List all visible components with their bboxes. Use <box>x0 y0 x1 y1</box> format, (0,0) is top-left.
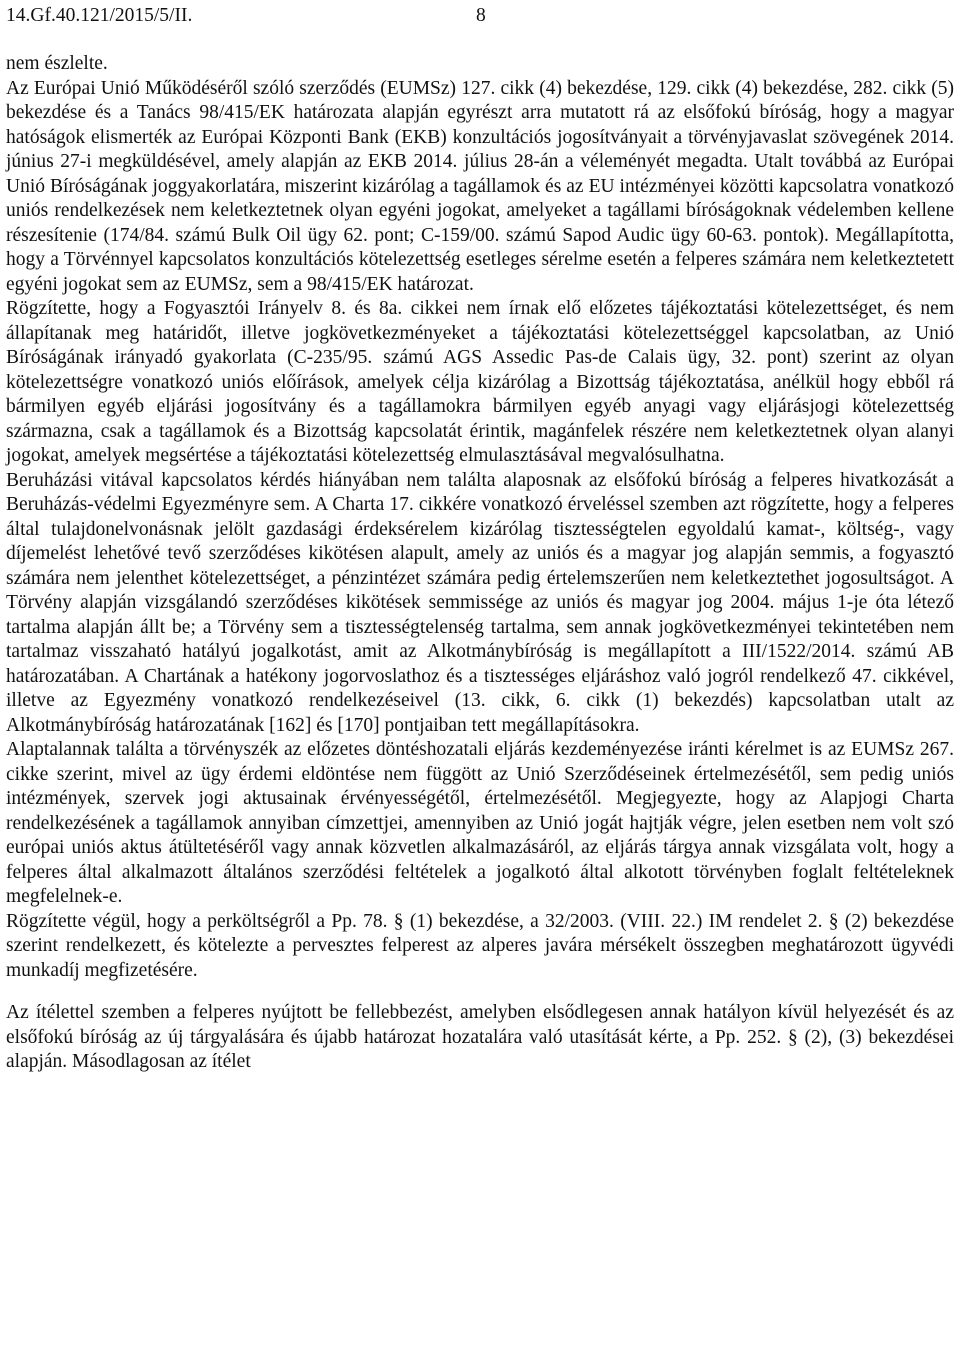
paragraph: Rögzítette, hogy a Fogyasztói Irányelv 8. és 8a. cikkei nem írnak elő előzetes tájékoztatási kötelezettséget, és nem állapítanak meg határidőt, illetve jogkövetkezményeket a tájékoztatási kötelezettséggel kapcsolatban, az Unió Bíróságának irányadó gyakorlata (C-235/95. számú AGS Assedic Pas-de Calais ügy, 32. pont) szerint az olyan kötelezettségre vonatkozó uniós előírások, amelyek célja kizárólag a Bizottság tájékoztatása, anélkül hogy ebből rá bármilyen egyéb eljárási jogosítvány és a tagállamokra bármilyen egyéb anyagi vagy eljárásjogi kötelezettség származna, csak a tagállamok és a Bizottság kapcsolatát érintik, magánfelek részére nem keletkeztetnek olyan alanyi jogokat, amelyek megsértése a tájékoztatási kötelezettség elmulasztásával megvalósulhatna. <box>6 298 954 466</box>
paragraph: Az ítélettel szemben a felperes nyújtott be fellebbezést, amelyben elsődlegesen annak hatályon kívül helyezését és az elsőfokú bíróság az új tárgyalására és újabb határozat hozatalára való utasítását kérte, a Pp. 252. § (2), (3) bekezdései alapján. Másodlagosan az ítélet <box>6 1002 954 1072</box>
paragraph: nem észlelte. <box>6 53 108 74</box>
paragraph: Alaptalannak találta a törvényszék az előzetes döntéshozatali eljárás kezdeményezése iránti kérelmet is az EUMSz 267. cikke szerint, mivel az ügy érdemi eldöntése nem függött az Unió Szerződéseinek értelmezésétől, sem pedig uniós intézmények, szervek jogi aktusainak érvényességétől, értelmezésétől. Megjegyezte, hogy az Alapjogi Charta rendelkezésének a tagállamok annyiban címzettjei, amennyiben az Unió jogát hajtják végre, jelen esetben nem volt szó európai uniós aktus átültetéséről vagy annak közvetlen alkalmazásáról, az eljárás tárgya annak vizsgálata volt, hogy a felperes által alkalmazott általános szerződési feltételek a jogalkotó által alkotott törvényben foglalt feltételeknek megfelelnek-e. <box>6 739 954 907</box>
page-number: 8 <box>476 5 486 26</box>
paragraph: Az Európai Unió Működéséről szóló szerződés (EUMSz) 127. cikk (4) bekezdése, 129. cikk (4) bekezdése, 282. cikk (5) bekezdése és a Tanács 98/415/EK határozata alapján egyrészt arra mutatott rá az elsőfokú bíróság, hogy a magyar hatóságok elismerték az Európai Központi Bank (EKB) konzultációs jogosítványait a törvényjavaslat szövegének 2014. június 27-i megküldésével, amely alapján az EKB 2014. július 28-án a véleményét megadta. Utalt továbbá az Európai Unió Bíróságának joggyakorlatára, miszerint kizárólag a tagállamok és az EU intézményei közötti kapcsolatra vonatkozó uniós rendelkezések nem keletkeztetnek olyan egyéni jogokat, amelyeket a tagállami bíróságoknak védelemben kellene részesítenie (174/84. számú Bulk Oil ügy 62. pont; C-159/00. számú Sapod Audic ügy 60-63. pontok). Megállapította, hogy a Törvénnyel kapcsolatos konzultációs kötelezettség esetleges sérelme esetén a felperes számára nem keletkeztetett egyéni jogokat sem az EUMSz, sem a 98/415/EK határozat. <box>6 77 954 295</box>
paragraph: Rögzítette végül, hogy a perköltségről a Pp. 78. § (1) bekezdése, a 32/2003. (VIII. 22.) IM rendelet 2. § (2) bekezdése szerint rendelkezett, és kötelezte a pervesztes felperest az alperes javára mérsékelt összegben meghatározott ügyvédi munkadíj megfizetésére. <box>6 910 954 981</box>
page-header <box>6 4 950 28</box>
document-body <box>6 52 954 1075</box>
case-reference: 14.Gf.40.121/2015/5/II. <box>6 5 193 26</box>
paragraph: Beruházási vitával kapcsolatos kérdés hiányában nem találta alaposnak az elsőfokú bíróság a felperes hivatkozását a Beruházás-védelmi Egyezményre sem. A Charta 17. cikkére vonatkozó érveléssel szemben azt rögzítette, hogy a felperes által tulajdonelvonásnak jelölt gazdasági érdeksérelem kizárólag tisztességtelen egyoldalú kamat-, költség-, vagy díjemelést lehetővé tevő szerződéses kikötésen alapult, amely az uniós és a magyar jog alapján semmis, a fogyasztó számára nem jelenthet kötelezettséget, a pénzintézet számára pedig értelemszerűen nem keletkeztethet jogosultságot. A Törvény alapján vizsgálandó szerződéses kikötések semmissége az uniós és magyar jog 2004. május 1-je óta létező tartalma alapján állt be; a Törvény sem a tisztességtelenség tartalma, sem annak jogkövetkezményei tekintetében nem tartalmaz visszaható hatályú jogalkotást, amit az Alkotmánybíróság is megállapított a III/1522/2014. számú AB határozatában. A Chartának a hatékony jogorvoslathoz és a tisztességes eljáráshoz való jogról rendelkező 47. cikkével, illetve az Egyezmény vonatkozó rendelkezéseivel (13. cikk, 6. cikk (1) bekezdés) kapcsolatban utalt az Alkotmánybíróság határozatának [162] és [170] pontjaiban tett megállapításokra. <box>6 469 954 736</box>
